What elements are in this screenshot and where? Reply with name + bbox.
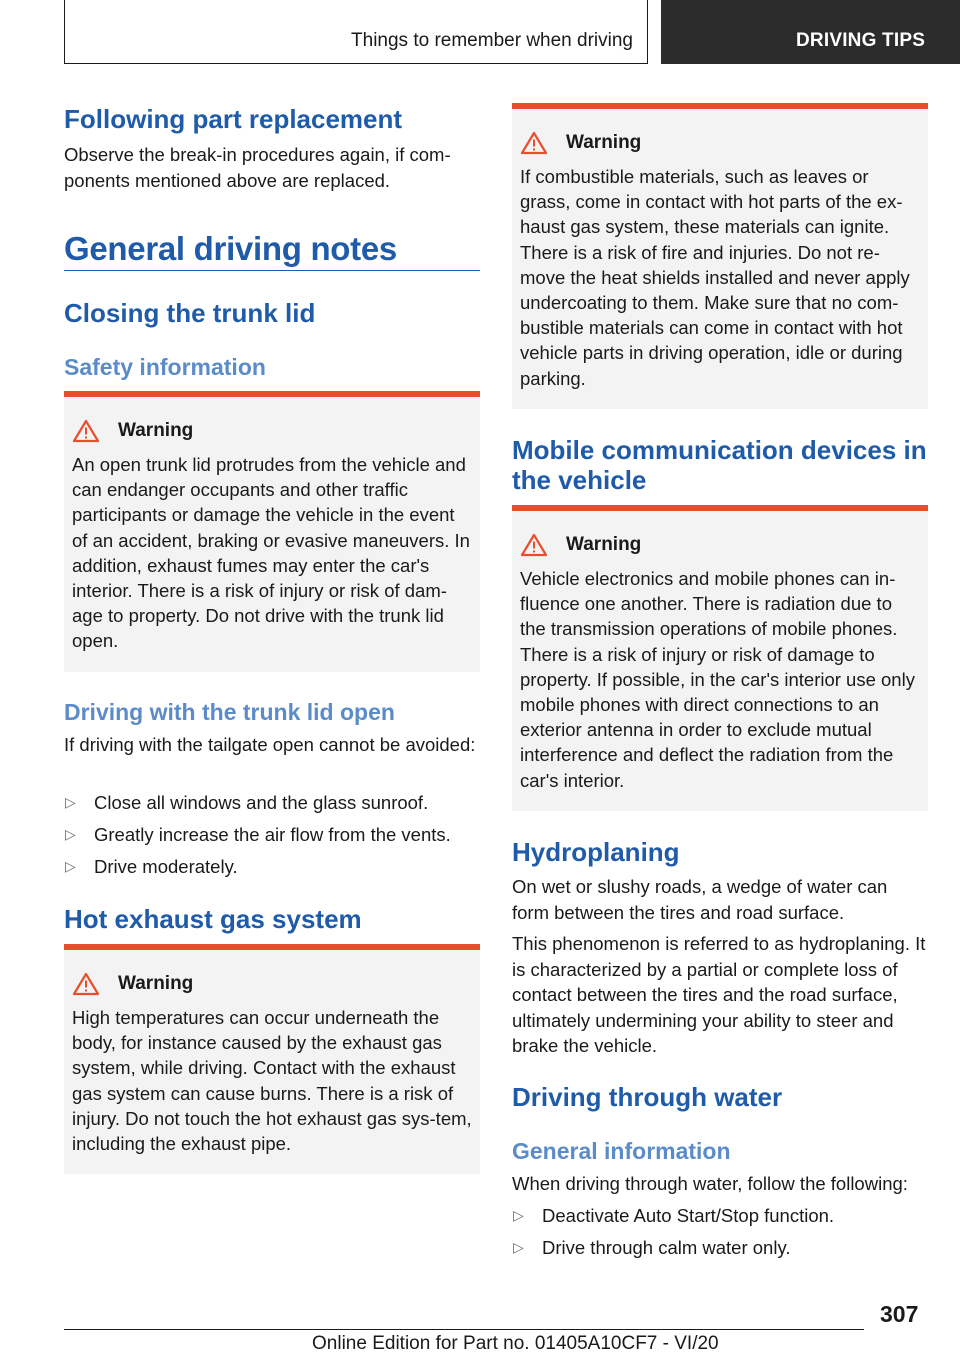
warning-text: Vehicle electronics and mobile phones can in-fluence one another. There is radiation due to the transmission operations of mobile phones. There is a risk of injury or risk of damage to property. If possible, in the car's interior use only mobile phones with direct connections to an exterior antenna in order to exclude mutual interference and deflect the radiation from the car's interior. — [520, 568, 915, 791]
header-section-title: Things to remember when driving — [351, 30, 633, 51]
heading-driving-through-water: Driving through water — [512, 1082, 783, 1112]
paragraph-driving-trunk-open: If driving with the tailgate open cannot be avoided: — [64, 734, 476, 755]
page-number: 307 — [880, 1301, 919, 1327]
heading-safety-information: Safety information — [64, 354, 266, 380]
heading-mobile-communication-devices: Mobile communication devices in the vehicle — [512, 435, 927, 495]
triangle-bullet-icon: ▷ — [65, 858, 76, 874]
triangle-bullet-icon: ▷ — [65, 826, 76, 842]
warning-title: Warning — [566, 132, 642, 153]
list-item: ▷ Close all windows and the glass sunroof. — [65, 792, 429, 813]
warning-title: Warning — [118, 973, 194, 994]
list-item: ▷ Drive through calm water only. — [513, 1237, 791, 1258]
warning-text: An open trunk lid protrudes from the vehicle and can endanger occupants and other traffic participants or damage the vehicle in the event of an accident, braking or evasive maneuvers. In addition, exhaust fumes may enter the car's interior. There is a risk of injury or risk of dam-age to property. Do not drive with the trunk lid open. — [72, 454, 470, 652]
warning-title: Warning — [118, 420, 194, 441]
heading-closing-trunk-lid: Closing the trunk lid — [64, 298, 316, 328]
paragraph-hydroplaning-2: This phenomenon is referred to as hydroplaning. It is characterized by a partial or complete loss of contact between the tires and the road surface, ultimately undermining your ability to steer and brake the vehicle. — [512, 933, 926, 1056]
triangle-bullet-icon: ▷ — [513, 1239, 524, 1255]
warning-box-exhaust — [64, 944, 480, 1174]
footer-edition: Online Edition for Part no. 01405A10CF7 - VI/20 — [312, 1333, 719, 1354]
heading-driving-trunk-open: Driving with the trunk lid open — [64, 699, 395, 725]
warning-text: If combustible materials, such as leaves or grass, come in contact with hot parts of the ex-haust gas system, these materials can ignite. There is a risk of fire and injuries. Do not re-move the heat shields installed and never apply undercoating to them. Make sure that no com-bustible materials can come in contact with hot vehicle parts in driving operation, idle or during parking. — [520, 166, 910, 389]
paragraph-following-part-replacement: Observe the break-in procedures again, if com-ponents mentioned above are replaced. — [64, 144, 451, 191]
footer-divider — [64, 1329, 864, 1330]
heading-underline — [64, 270, 480, 271]
warning-triangle-icon — [72, 972, 100, 996]
warning-triangle-icon — [72, 419, 100, 443]
triangle-bullet-icon: ▷ — [65, 794, 76, 810]
heading-general-driving-notes: General driving notes — [64, 230, 397, 267]
running-header-chapter — [661, 0, 960, 64]
warning-box-combustible — [512, 103, 928, 409]
header-chapter-title: DRIVING TIPS — [796, 30, 926, 51]
warning-triangle-icon — [520, 131, 548, 155]
heading-general-information: General information — [512, 1138, 731, 1164]
paragraph-hydroplaning-1: On wet or slushy roads, a wedge of water can form between the tires and road surface. — [512, 876, 888, 923]
running-header-section — [64, 0, 648, 64]
warning-box-mobile — [512, 505, 928, 811]
warning-box-trunk-lid — [64, 391, 480, 672]
list-item: ▷ Greatly increase the air flow from the vents. — [65, 824, 451, 845]
triangle-bullet-icon: ▷ — [513, 1207, 524, 1223]
list-item: ▷ Deactivate Auto Start/Stop function. — [513, 1205, 835, 1226]
bullet-list-water — [512, 1203, 928, 1267]
heading-hot-exhaust-gas-system: Hot exhaust gas system — [64, 904, 362, 934]
warning-triangle-icon — [520, 533, 548, 557]
heading-following-part-replacement: Following part replacement — [64, 104, 403, 134]
warning-title: Warning — [566, 534, 642, 555]
warning-text: High temperatures can occur underneath the body, for instance caused by the exhaust gas system, while driving. Contact with the exhaust gas system can cause burns. There is a risk of injury. Do not touch the hot exhaust gas sys-tem, including the exhaust pipe. — [72, 1007, 472, 1155]
list-item: ▷ Drive moderately. — [65, 856, 238, 877]
paragraph-driving-through-water: When driving through water, follow the following: — [512, 1173, 908, 1194]
bullet-list-trunk-open — [64, 790, 480, 886]
heading-hydroplaning: Hydroplaning — [512, 837, 680, 867]
